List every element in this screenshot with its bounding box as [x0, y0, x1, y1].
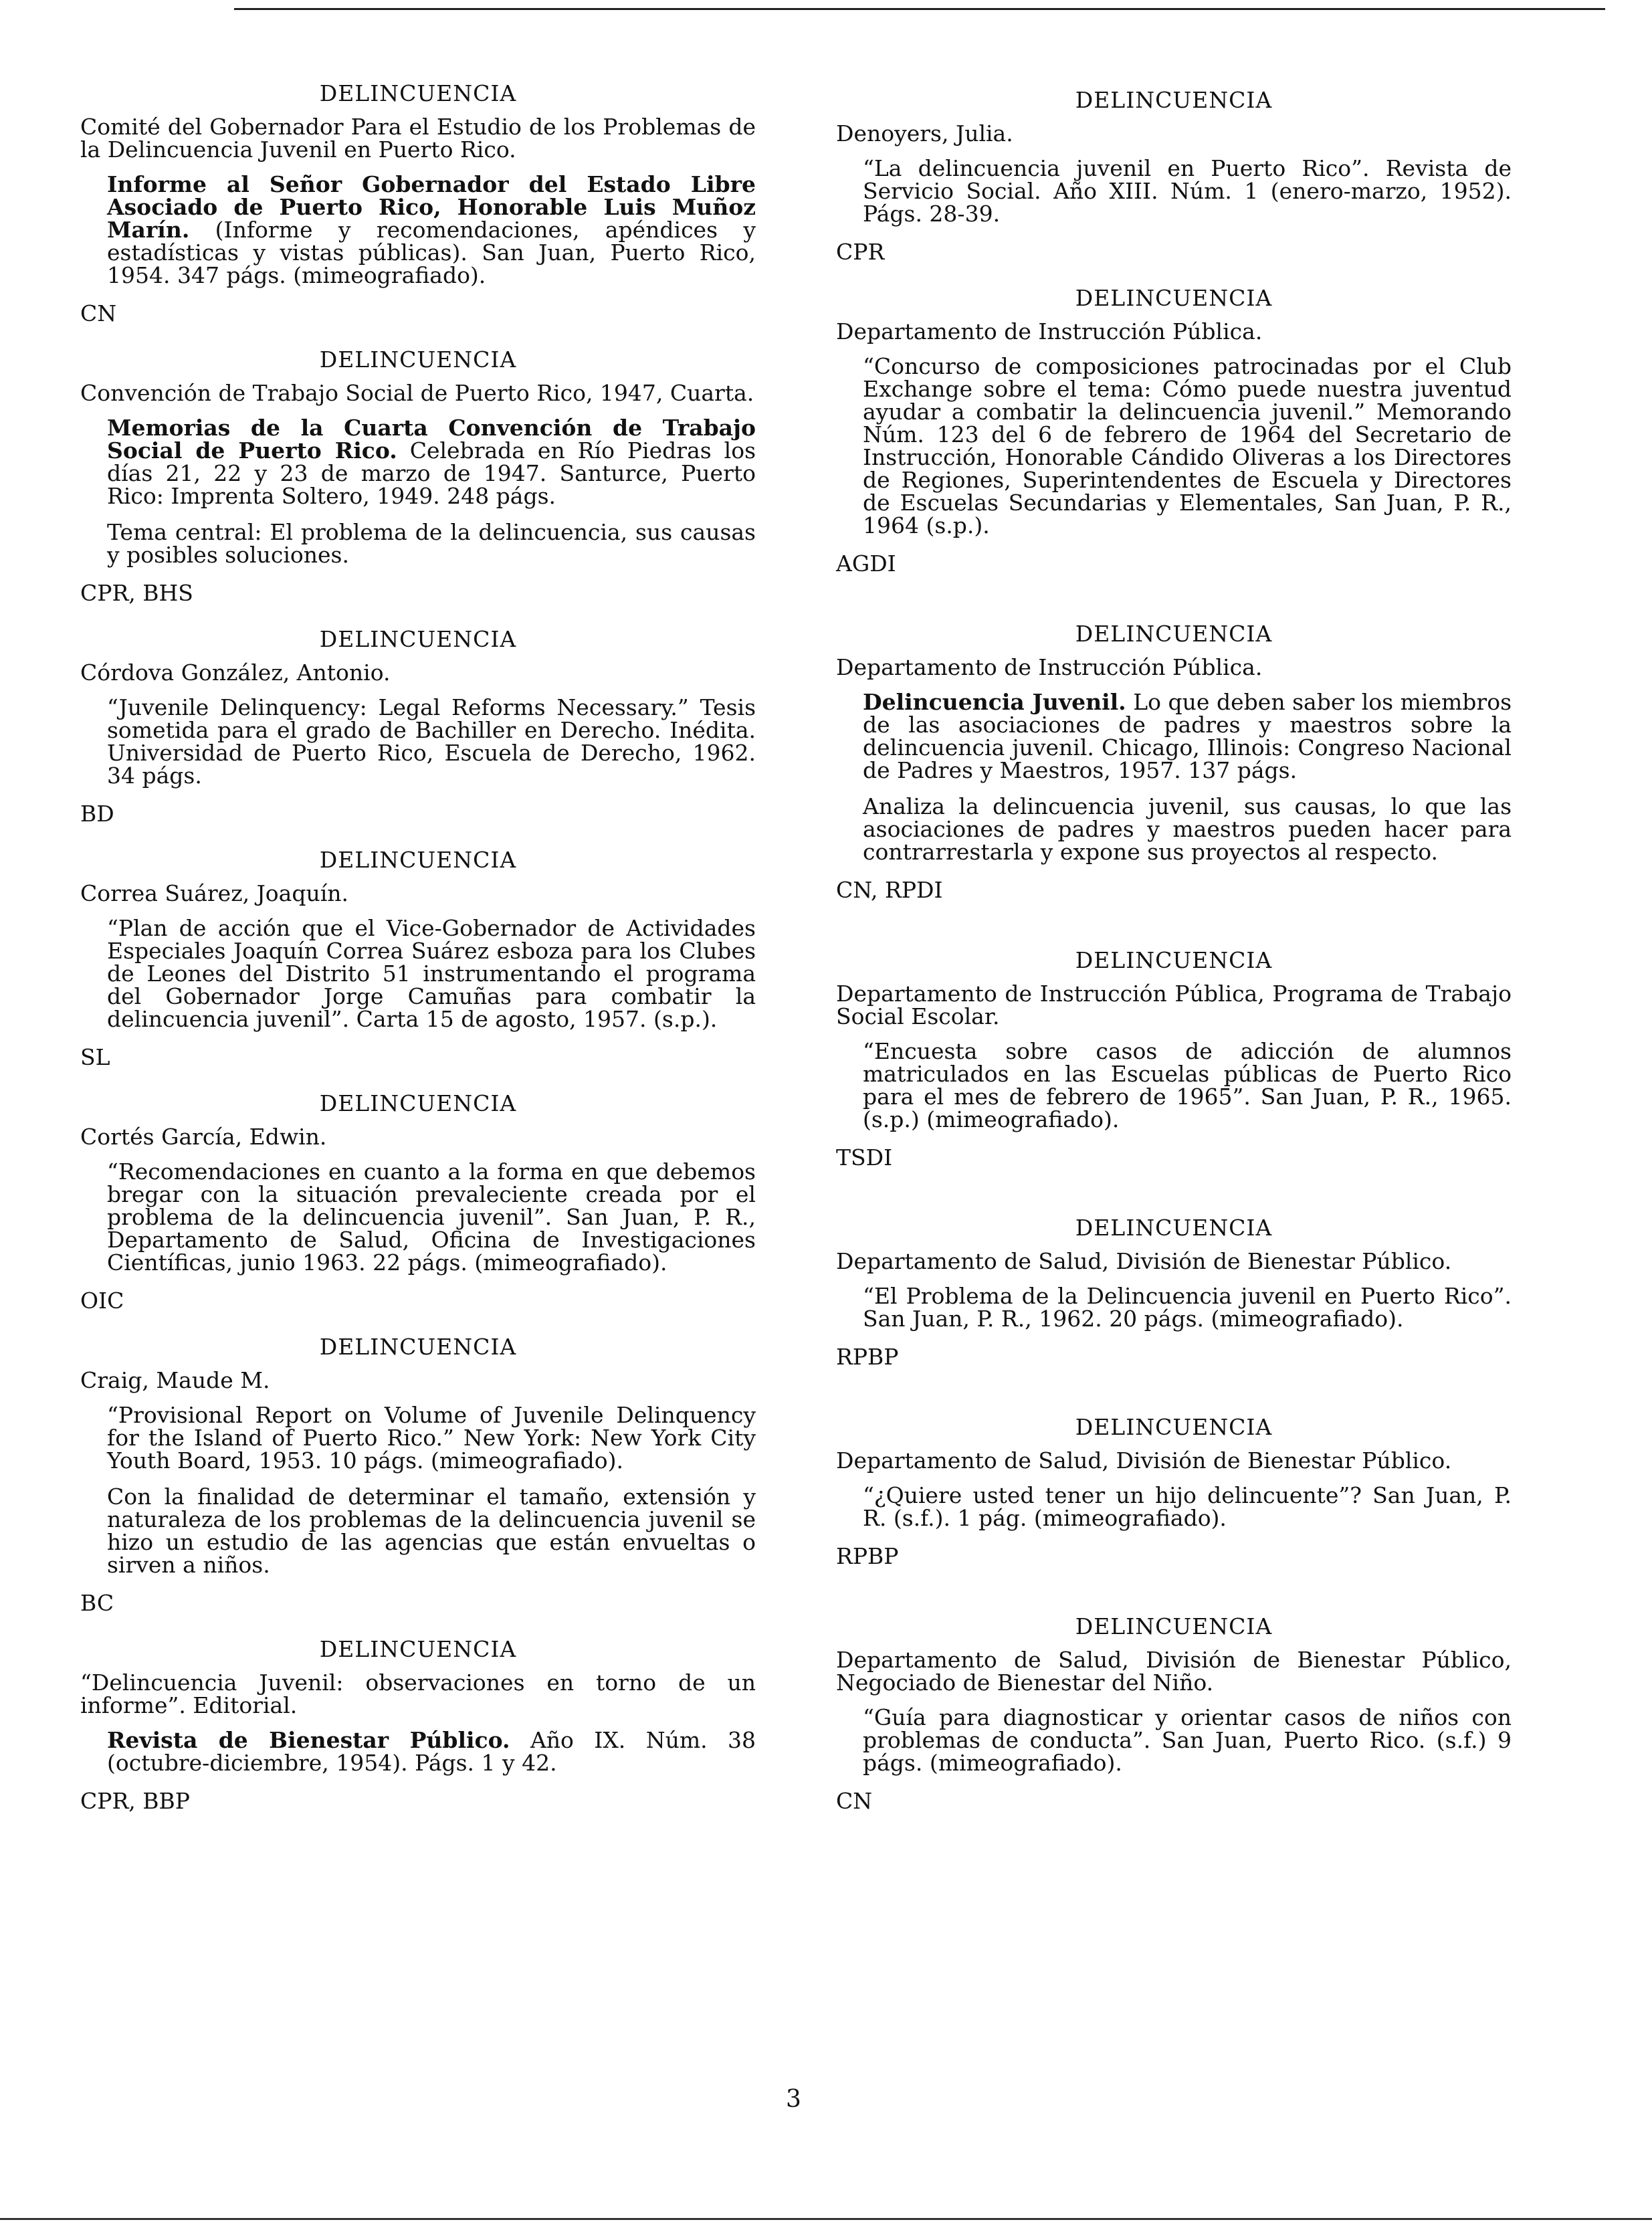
bottom-rule — [0, 2218, 1652, 2220]
entry — [836, 1414, 1512, 1569]
subject-heading: DELINCUENCIA — [319, 1334, 517, 1360]
subject-heading: DELINCUENCIA — [319, 626, 517, 652]
entry — [836, 87, 1512, 265]
citation: “Encuesta sobre casos de adicción de alumnos matriculados en las Escuelas públicas de Puerto Rico para el mes de febrero de 1965”. San Juan, P. R., 1965. (s.p.) (mimeografiado). — [863, 1038, 1512, 1132]
entry — [836, 1613, 1512, 1814]
subject-heading: DELINCUENCIA — [1075, 285, 1273, 311]
author: Denoyers, Julia. — [836, 120, 1013, 146]
library-code: CN — [80, 300, 117, 326]
spacer — [836, 1390, 1512, 1414]
subject-heading: DELINCUENCIA — [319, 1636, 517, 1662]
library-code: BC — [80, 1590, 114, 1616]
subject-heading: DELINCUENCIA — [1075, 87, 1273, 113]
library-code: CN, RPDI — [836, 877, 943, 903]
subject-heading: DELINCUENCIA — [1075, 1613, 1273, 1639]
author: Correa Suárez, Joaquín. — [80, 880, 349, 906]
entry — [80, 1090, 756, 1314]
citation-rest: (Informe y recomendaciones, apéndices y estadísticas y vistas públicas). San Juan, Puerto Rico, 1954. 347 págs. (mimeografiado). — [107, 217, 756, 288]
entry — [836, 621, 1512, 903]
author: Departamento de Instrucción Pública, Programa de Trabajo Social Escolar. — [836, 981, 1512, 1029]
citation-title: Memorias de la Cuarta Convención de Trabajo Social de Puerto Rico. — [107, 415, 756, 464]
entry — [836, 285, 1512, 577]
subject-heading: DELINCUENCIA — [1075, 1414, 1273, 1440]
spacer — [836, 1191, 1512, 1215]
citation: “El Problema de la Delincuencia juvenil en Puerto Rico”. San Juan, P. R., 1962. 20 págs. (mimeografiado). — [863, 1283, 1512, 1332]
author: “Delincuencia Juvenil: observaciones en torno de un informe”. Editorial. — [80, 1670, 756, 1718]
library-code: SL — [80, 1044, 110, 1070]
entry — [80, 1636, 756, 1814]
right-column — [836, 87, 1512, 1834]
subject-heading: DELINCUENCIA — [319, 847, 517, 873]
citation: “La delincuencia juvenil en Puerto Rico”. Revista de Servicio Social. Año XIII. Núm. 1 (enero-marzo, 1952). Págs. 28-39. — [863, 155, 1512, 227]
subject-heading: DELINCUENCIA — [1075, 621, 1273, 647]
citation-title: Revista de Bienestar Público. — [107, 1727, 510, 1753]
citation-title: Informe al Señor Gobernador del Estado Libre Asociado de Puerto Rico, Honorable Luis Muñoz Marín. — [107, 171, 756, 243]
entry — [836, 1215, 1512, 1370]
library-code: RPBP — [836, 1344, 899, 1370]
author: Cortés García, Edwin. — [80, 1124, 327, 1150]
annotation: Con la finalidad de determinar el tamaño, extensión y naturaleza de los problemas de la delincuencia juvenil se hizo un estudio de las agencias que están envueltas o sirven a niños. — [107, 1484, 756, 1578]
author: Córdova González, Antonio. — [80, 660, 391, 686]
citation — [107, 173, 756, 287]
annotation: Analiza la delincuencia juvenil, sus causas, lo que las asociaciones de padres y maestros pueden hacer para contrarrestarla y expone sus proyectos al respecto. — [863, 793, 1512, 865]
spacer — [836, 1589, 1512, 1613]
author: Comité del Gobernador Para el Estudio de los Problemas de la Delincuencia Juvenil en Puerto Rico. — [80, 114, 756, 163]
citation — [107, 417, 756, 508]
page-number: 3 — [786, 2086, 801, 2113]
citation: “Plan de acción que el Vice-Gobernador de Actividades Especiales Joaquín Correa Suárez esboza para los Clubes de Leones del Distrito 51 instrumentando el programa del Gobernador Jorge Camuñas para combatir la delincuencia juvenil”. Carta 15 de agosto, 1957. (s.p.). — [107, 915, 756, 1032]
author: Departamento de Instrucción Pública. — [836, 654, 1263, 680]
library-code: CPR, BHS — [80, 580, 193, 606]
citation: “¿Quiere usted tener un hijo delincuente”? San Juan, P. R. (s.f.). 1 pág. (mimeografiado). — [863, 1482, 1512, 1531]
subject-heading: DELINCUENCIA — [319, 1090, 517, 1116]
subject-heading: DELINCUENCIA — [319, 80, 517, 106]
library-code: BD — [80, 801, 114, 827]
library-code: RPBP — [836, 1543, 899, 1569]
author: Departamento de Salud, División de Bienestar Público, Negociado de Bienestar del Niño. — [836, 1647, 1512, 1696]
author: Craig, Maude M. — [80, 1367, 270, 1393]
citation: “Provisional Report on Volume of Juvenile Delinquency for the Island of Puerto Rico.” New York: New York City Youth Board, 1953. 10 págs. (mimeografiado). — [107, 1402, 756, 1474]
library-code: OIC — [80, 1288, 124, 1314]
citation: “Recomendaciones en cuanto a la forma en que debemos bregar con la situación prevaleciente creada por el problema de la delincuencia juvenil”. San Juan, P. R., Departamento de Salud, Oficina de Investigaciones Científicas, junio 1963. 22 págs. (mimeografiado). — [107, 1158, 756, 1276]
subject-heading: DELINCUENCIA — [1075, 1215, 1273, 1241]
entry — [80, 80, 756, 326]
citation-rest: Año IX. Núm. 38 (octubre-diciembre, 1954). Págs. 1 y 42. — [107, 1727, 756, 1776]
entry — [80, 1334, 756, 1616]
library-code: CPR, BBP — [80, 1788, 190, 1814]
spacer — [836, 597, 1512, 621]
author: Departamento de Salud, División de Bienestar Público. — [836, 1447, 1452, 1474]
citation-title: Delincuencia Juvenil. — [863, 689, 1126, 715]
author: Departamento de Salud, División de Bienestar Público. — [836, 1248, 1452, 1274]
author: Convención de Trabajo Social de Puerto Rico, 1947, Cuarta. — [80, 380, 754, 406]
entry — [80, 847, 756, 1070]
entry — [80, 626, 756, 827]
author: Departamento de Instrucción Pública. — [836, 318, 1263, 344]
entry — [836, 947, 1512, 1171]
citation: “Juvenile Delinquency: Legal Reforms Necessary.” Tesis sometida para el grado de Bachiller en Derecho. Inédita. Universidad de Puerto Rico, Escuela de Derecho, 1962. 34 págs. — [107, 694, 756, 789]
top-rule — [234, 8, 1605, 10]
citation-rest: Celebrada en Río Piedras los días 21, 22 y 23 de marzo de 1947. Santurce, Puerto Rico: Imprenta Soltero, 1949. 248 págs. — [107, 437, 756, 509]
library-code: CN — [836, 1788, 873, 1814]
left-column — [80, 80, 756, 1834]
library-code: TSDI — [836, 1144, 893, 1171]
citation: “Guía para diagnosticar y orientar casos de niños con problemas de conducta”. San Juan, Puerto Rico. (s.f.) 9 págs. (mimeografiado). — [863, 1704, 1512, 1776]
spacer — [836, 923, 1512, 947]
subject-heading: DELINCUENCIA — [1075, 947, 1273, 973]
citation — [863, 691, 1512, 782]
library-code: CPR — [836, 239, 885, 265]
citation — [107, 1729, 756, 1775]
library-code: AGDI — [836, 550, 896, 577]
annotation: Tema central: El problema de la delincuencia, sus causas y posibles soluciones. — [107, 519, 756, 568]
entry — [80, 346, 756, 606]
citation-rest: Lo que deben saber los miembros de las asociaciones de padres y maestros sobre la delincuencia juvenil. Chicago, Illinois: Congreso Nacional de Padres y Maestros, 1957. 137 págs. — [863, 689, 1512, 783]
citation: “Concurso de composiciones patrocinadas por el Club Exchange sobre el tema: Cómo puede nuestra juventud ayudar a combatir la delincuencia juvenil.” Memorando Núm. 123 del 6 de febrero de 1964 del Secretario de Instrucción, Honorable Cándido Oliveras a los Directores de Regiones, Superintendentes de Escuela y Directores de Escuelas Secundarias y Elementales, San Juan, P. R., 1964 (s.p.). — [863, 353, 1512, 538]
subject-heading: DELINCUENCIA — [319, 346, 517, 373]
